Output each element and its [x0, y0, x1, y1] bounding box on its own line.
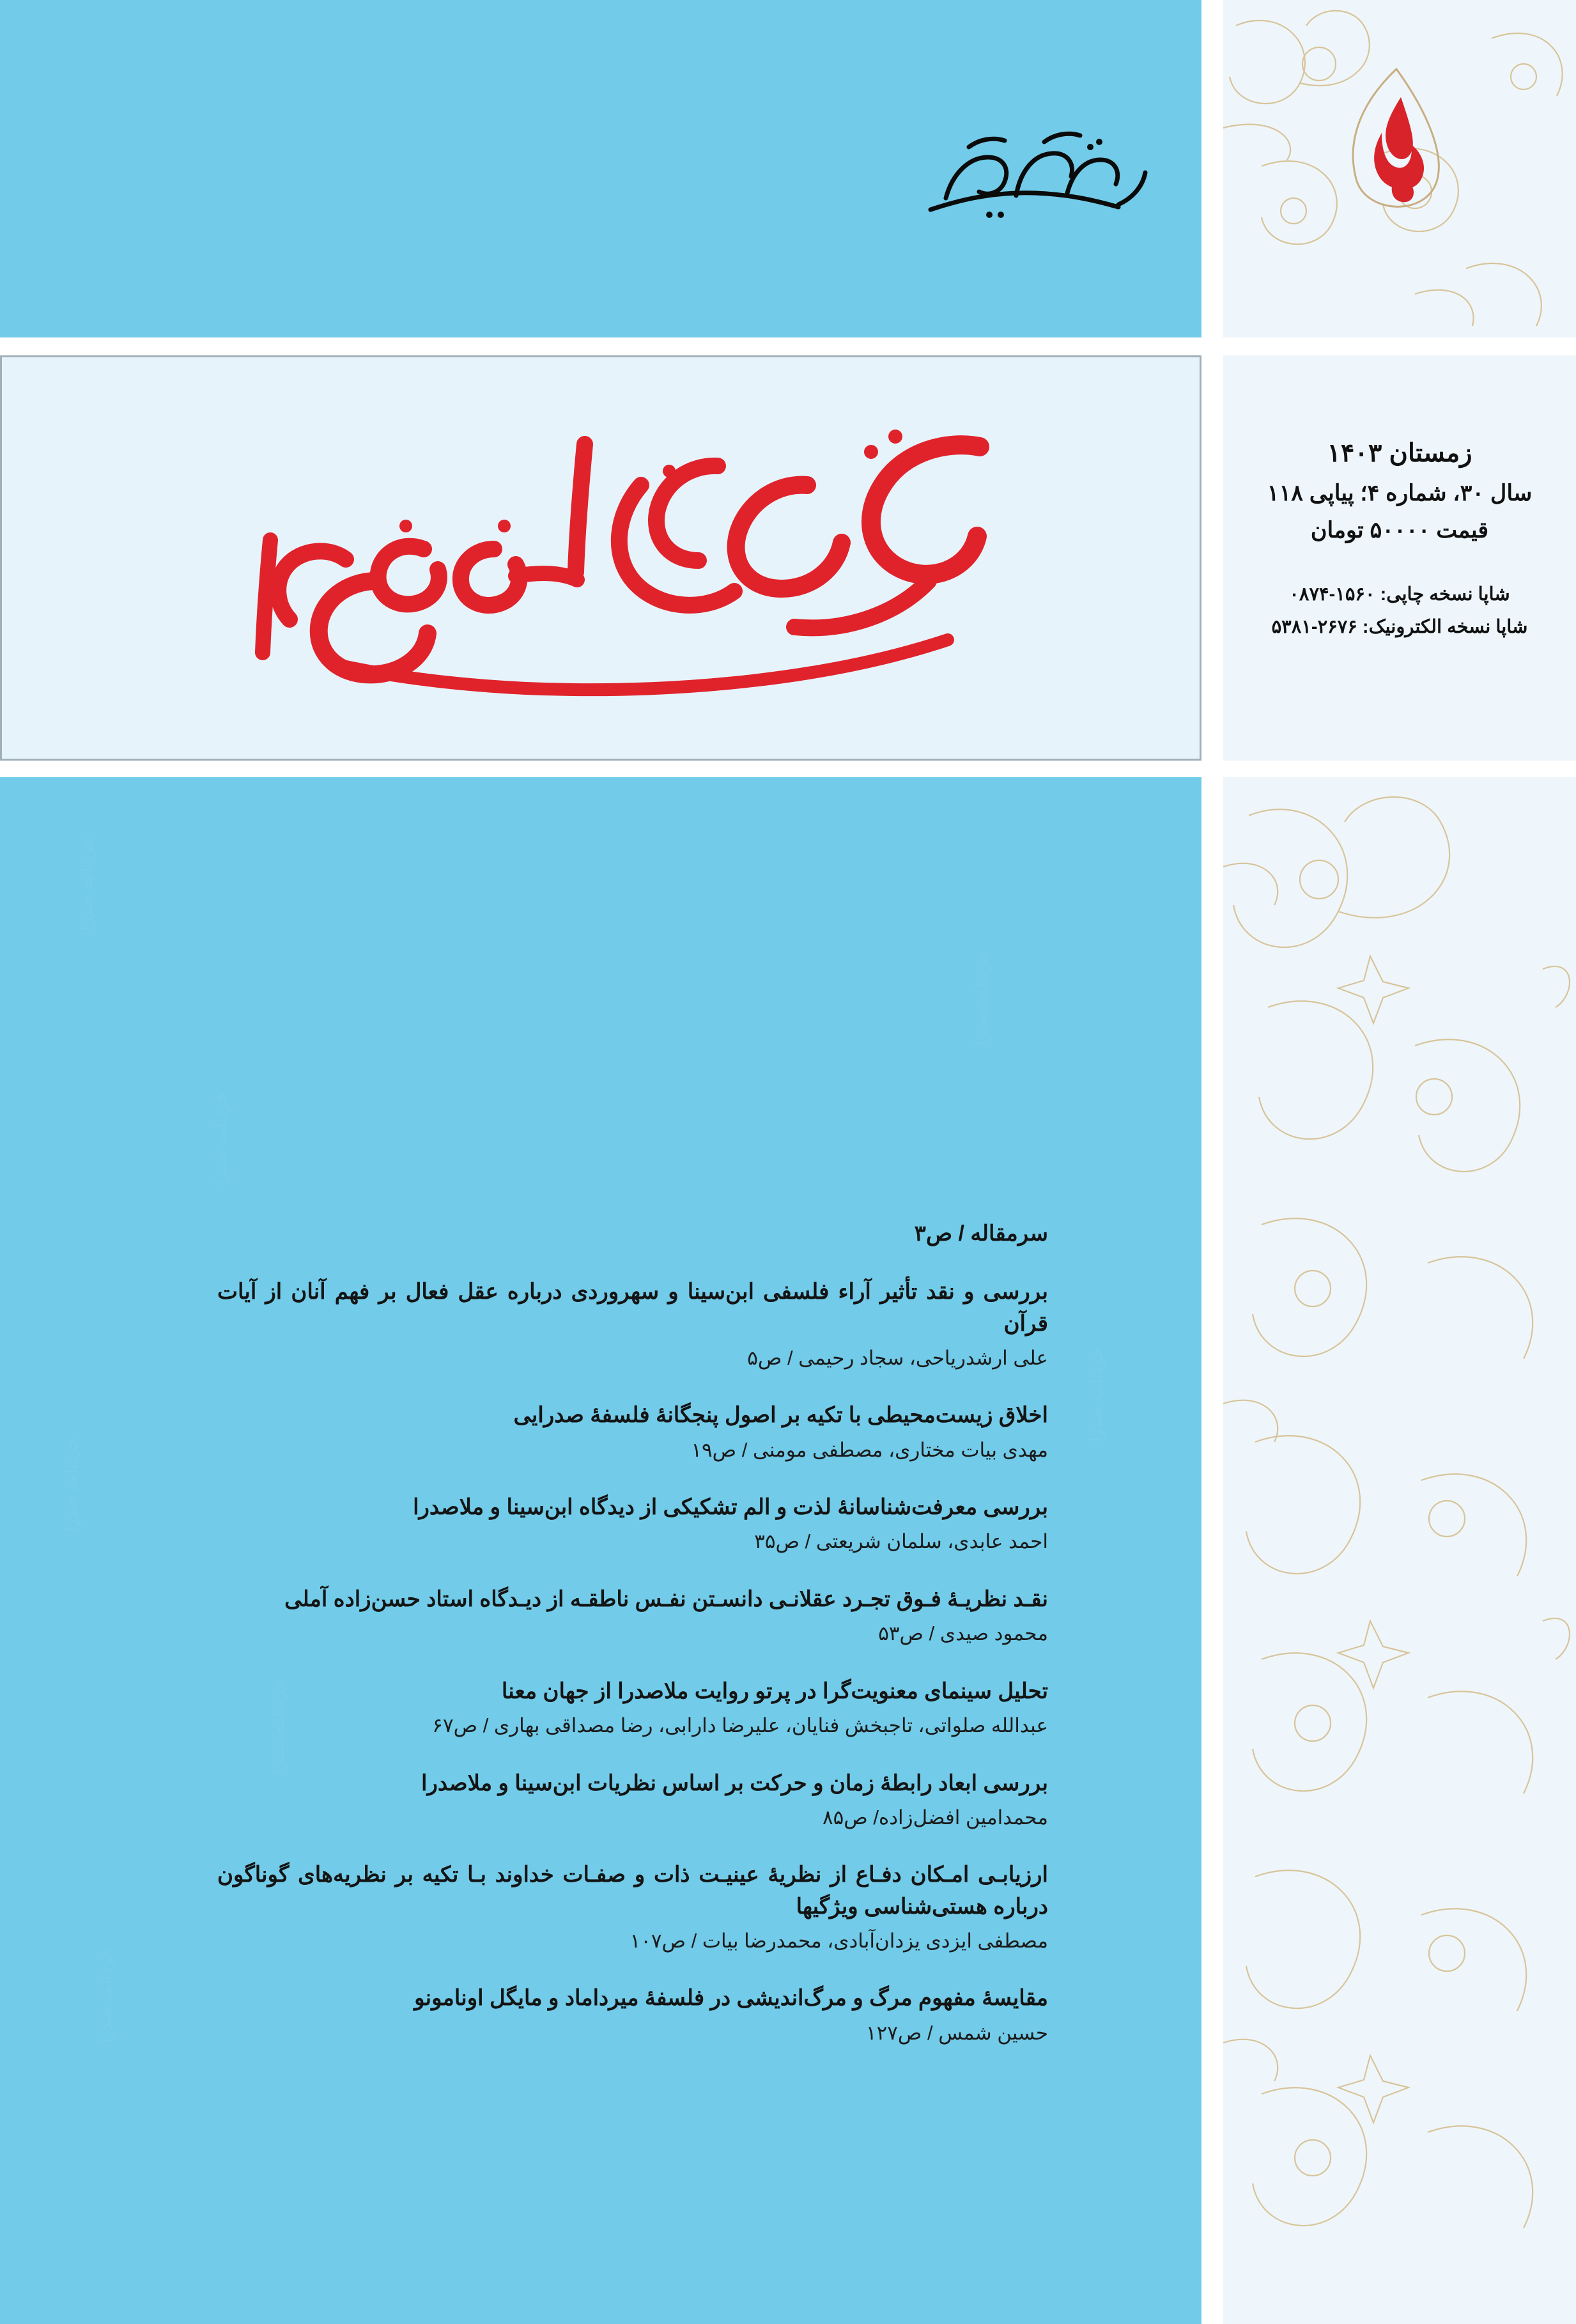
toc-entry[interactable]: [217, 1218, 1048, 1250]
watermark-text: خردنامه صدرا: [61, 1437, 81, 1531]
toc-entry-authors: محمدامین افضل‌زاده/ ص۸۵: [822, 1806, 1048, 1829]
logo-flame-icon: [1342, 64, 1451, 230]
panel-seam-horizontal-bottom-right: [1223, 761, 1576, 777]
watermark-text: خردنامه صدرا: [971, 951, 991, 1046]
toc-entry-title: مقایسۀ مفهوم مرگ و مرگ‌اندیشی در فلسفۀ میرداماد و مایگل اونامونو: [414, 1986, 1048, 2011]
toc-entry-authors: احمد عابدی، سلمان شریعتی / ص۳۵: [754, 1530, 1048, 1553]
issue-season-year: زمستان ۱۴۰۳: [1327, 439, 1472, 467]
toc-entry-title: نقـد نظریـۀ فـوق تجـرد عقلانـی دانسـتن نفـس ناطقـه از دیـدگاه استاد حسن‌زاده آملی: [284, 1586, 1048, 1611]
toc-entry[interactable]: [217, 1400, 1048, 1465]
toc-entry-authors: حسین شمس / ص۱۲۷: [865, 2021, 1048, 2044]
table-of-contents: [0, 1218, 1201, 2048]
toc-entry[interactable]: [217, 1276, 1048, 1373]
toc-entry-authors: عبدالله صلواتی، تاجبخش فنایان، علیرضا دارابی، رضا مصداقی بهاری / ص۶۷: [432, 1714, 1048, 1737]
issn-print: شاپا نسخه چاپی: ۱۵۶۰-۰۸۷۴: [1289, 584, 1510, 605]
toc-entry-authors: مهدی بیات مختاری، مصطفی مومنی / ص۱۹: [691, 1438, 1048, 1461]
issue-info-panel: [1223, 355, 1576, 761]
watermark-text: خردنامه صدرا: [268, 1680, 288, 1774]
contents-panel: [0, 777, 1201, 2324]
watermark-text: خردنامه صدرا: [77, 836, 96, 931]
panel-seam-horizontal-top-right: [1223, 337, 1576, 355]
logo-panel: [1223, 0, 1576, 337]
toc-entry[interactable]: [217, 1768, 1048, 1833]
toc-entry[interactable]: [217, 1983, 1048, 2048]
toc-entry[interactable]: [217, 1492, 1048, 1557]
panel-seam-horizontal-bottom: [0, 761, 1201, 777]
issn-online: شاپا نسخه الکترونیک: ۲۶۷۶-۵۳۸۱: [1271, 617, 1528, 637]
issue-price: قیمت ۵۰۰۰۰ تومان: [1310, 518, 1489, 543]
journal-type-calligraphy: [908, 102, 1176, 249]
journal-title-calligraphy: [194, 389, 1044, 722]
masthead-panel: [0, 355, 1201, 761]
toc-entry-title: اخلاق زیست‌محیطی با تکیه بر اصول پنجگانۀ فلسفۀ صدرایی: [513, 1403, 1048, 1428]
toc-entry-authors: مصطفی ایزدی یزدان‌آبادی، محمدرضا بیات / ص۱۰۷: [630, 1929, 1048, 1952]
watermark-text: خردنامه صدرا: [96, 1948, 115, 2043]
issue-volume-number: سال ۳۰، شماره ۴؛ پیاپی ۱۱۸: [1267, 481, 1533, 506]
cover-top-panel: [0, 0, 1201, 337]
toc-entry-title: بررسی ابعاد رابطۀ زمان و حرکت بر اساس نظریات ابن‌سینا و ملاصدرا: [421, 1770, 1048, 1795]
toc-entry-authors: محمود صیدی / ص۵۳: [878, 1622, 1048, 1645]
toc-entry-title: سرمقاله / ص۳: [914, 1221, 1048, 1246]
toc-entry-title: تحلیل سینمای معنویت‌گرا در پرتو روایت ملاصدرا از جهان معنا: [501, 1678, 1048, 1703]
toc-entry-title: بررسی و نقد تأثیر آراء فلسفی ابن‌سینا و سهروردی درباره عقل فعال بر فهم آنان از آیات قرآن: [217, 1280, 1048, 1336]
ornament-panel-lower: [1223, 777, 1576, 2324]
toc-entry[interactable]: [217, 1676, 1048, 1741]
toc-entry[interactable]: [217, 1859, 1048, 1956]
watermark-text: خردنامه صدرا: [1086, 1347, 1106, 1442]
panel-seam-vertical: [1201, 0, 1223, 2324]
watermark-text: خردنامه صدرا: [211, 1092, 230, 1186]
toc-entry-title: ارزیابـی امـکان دفـاع از نظریۀ عینیـت ذات و صفـات خداوند بـا تکیه بر نظریه‌های گوناگون درباره هستی‌شناسی ویژگیها: [217, 1863, 1048, 1919]
panel-seam-horizontal-top: [0, 337, 1201, 355]
toc-entry-authors: علی ارشدریاحی، سجاد رحیمی / ص۵: [747, 1346, 1048, 1369]
toc-entry[interactable]: [217, 1584, 1048, 1649]
toc-entry-title: بررسی معرفت‌شناسانۀ لذت و الم تشکیکی از دیدگاه ابن‌سینا و ملاصدرا: [413, 1495, 1048, 1520]
